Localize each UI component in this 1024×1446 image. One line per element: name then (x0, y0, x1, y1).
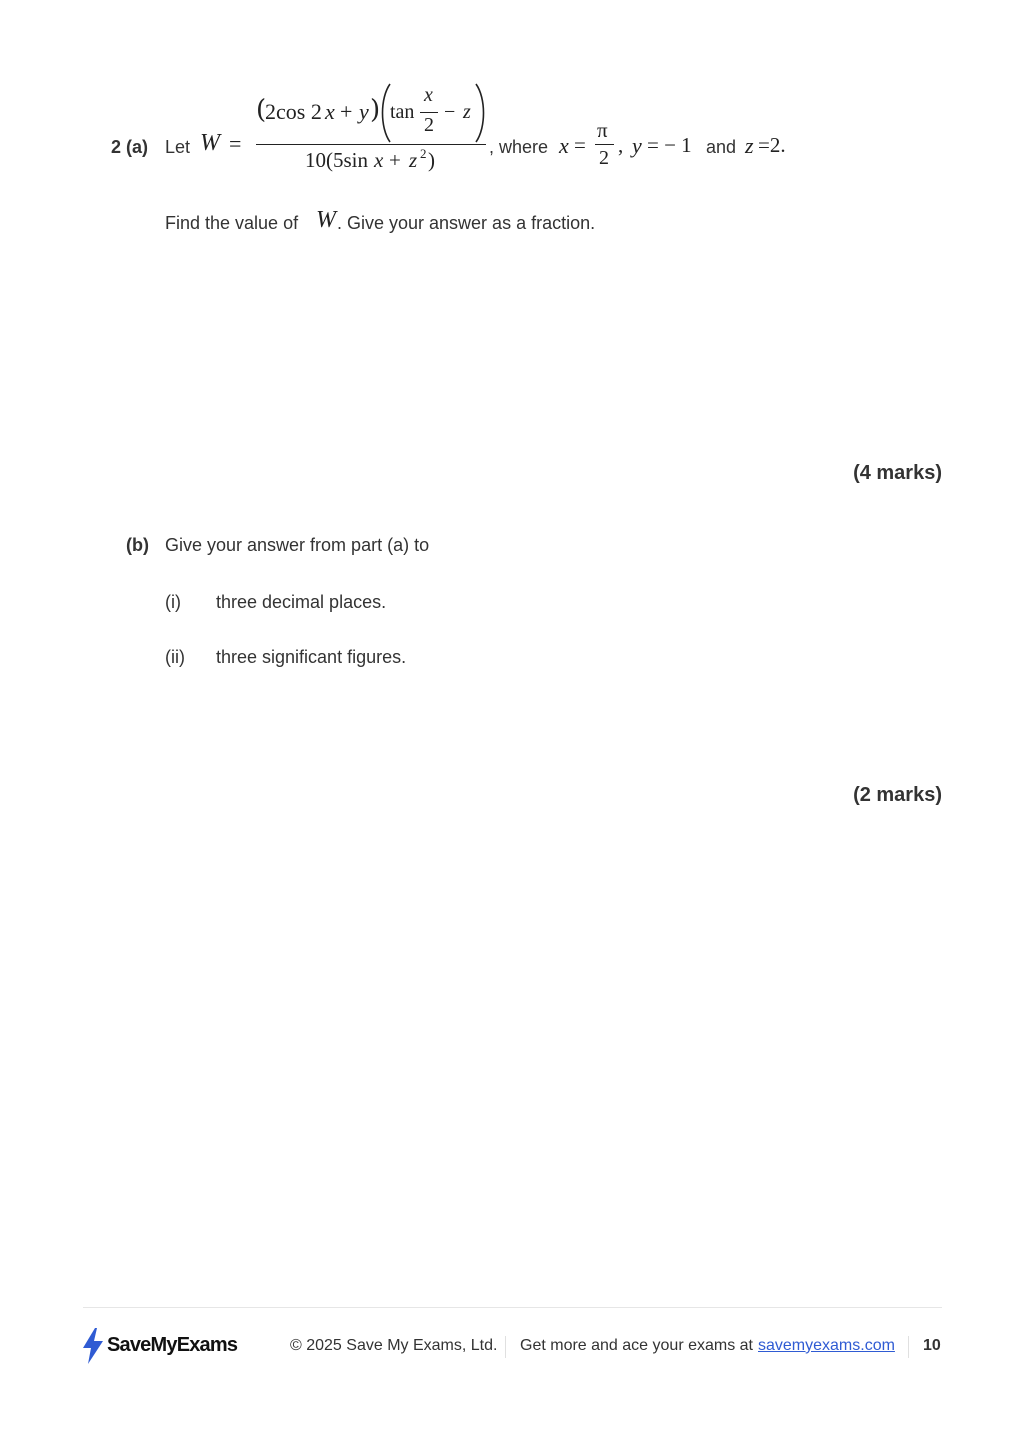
numerator-z: z (463, 101, 471, 123)
where-y: y (632, 133, 642, 158)
where-comma: , (618, 133, 624, 157)
footer-separator (908, 1336, 909, 1358)
tan-function: tan (390, 101, 415, 123)
part-b-label: (b) (126, 535, 149, 555)
numerator-open-paren: ( (256, 95, 267, 125)
variable-w: W (200, 130, 220, 156)
footer-separator (505, 1336, 506, 1358)
numerator-2cos: 2cos 2 (265, 99, 322, 124)
page-number: 10 (923, 1337, 941, 1354)
instruction-post: . Give your answer as a fraction. (337, 213, 596, 233)
numerator-y: y (359, 99, 369, 124)
big-right-paren (474, 82, 488, 144)
equals-sign: = (229, 131, 242, 156)
where-x-equals: = (574, 133, 586, 157)
where-z-value: =2. (758, 133, 786, 157)
main-fraction-bar (256, 144, 486, 145)
tan-frac-denominator: 2 (424, 114, 434, 136)
pi-frac-bar (595, 144, 614, 145)
denominator-plus: + (389, 148, 401, 172)
instruction-variable: W (316, 207, 336, 233)
numerator-close-paren: ) (370, 95, 381, 125)
website-link[interactable]: savemyexams.com (758, 1337, 895, 1354)
marks-part-a: (4 marks) (853, 462, 942, 484)
where-text: , where (489, 137, 549, 157)
where-y-value: = − 1 (647, 133, 692, 157)
denominator-exponent: 2 (420, 146, 427, 161)
sub-item-number: (ii) (165, 647, 185, 667)
copyright-text: © 2025 Save My Exams, Ltd. (290, 1337, 498, 1354)
tan-frac-numerator: x (424, 84, 433, 106)
and-text: and (706, 137, 737, 157)
denominator-x: x (374, 148, 384, 172)
question-label: 2 (a) (111, 137, 149, 157)
let-text: Let (165, 137, 191, 157)
sub-item-text: three significant figures. (216, 647, 407, 667)
marks-part-b: (2 marks) (853, 784, 942, 806)
numerator-plus: + (340, 99, 353, 124)
pi-denominator: 2 (599, 147, 609, 169)
denominator-lead: 10(5sin (305, 148, 368, 172)
part-b-text: Give your answer from part (a) to (165, 535, 430, 555)
cta-text: Get more and ace your exams at (520, 1337, 753, 1354)
brand-logo-text: SaveMyExams (107, 1334, 238, 1356)
sub-item-number: (i) (165, 592, 181, 612)
where-z: z (745, 133, 754, 158)
footer-divider (83, 1307, 942, 1308)
denominator-z: z (409, 148, 418, 172)
lightning-bolt-icon (82, 1328, 104, 1364)
pi-symbol: π (597, 118, 608, 142)
instruction-pre: Find the value of (165, 213, 299, 233)
numerator-x: x (325, 99, 335, 124)
sub-item-text: three decimal places. (216, 592, 387, 612)
numerator-minus: − (444, 101, 456, 123)
where-x: x (559, 133, 569, 158)
denominator-close: ) (428, 148, 435, 172)
